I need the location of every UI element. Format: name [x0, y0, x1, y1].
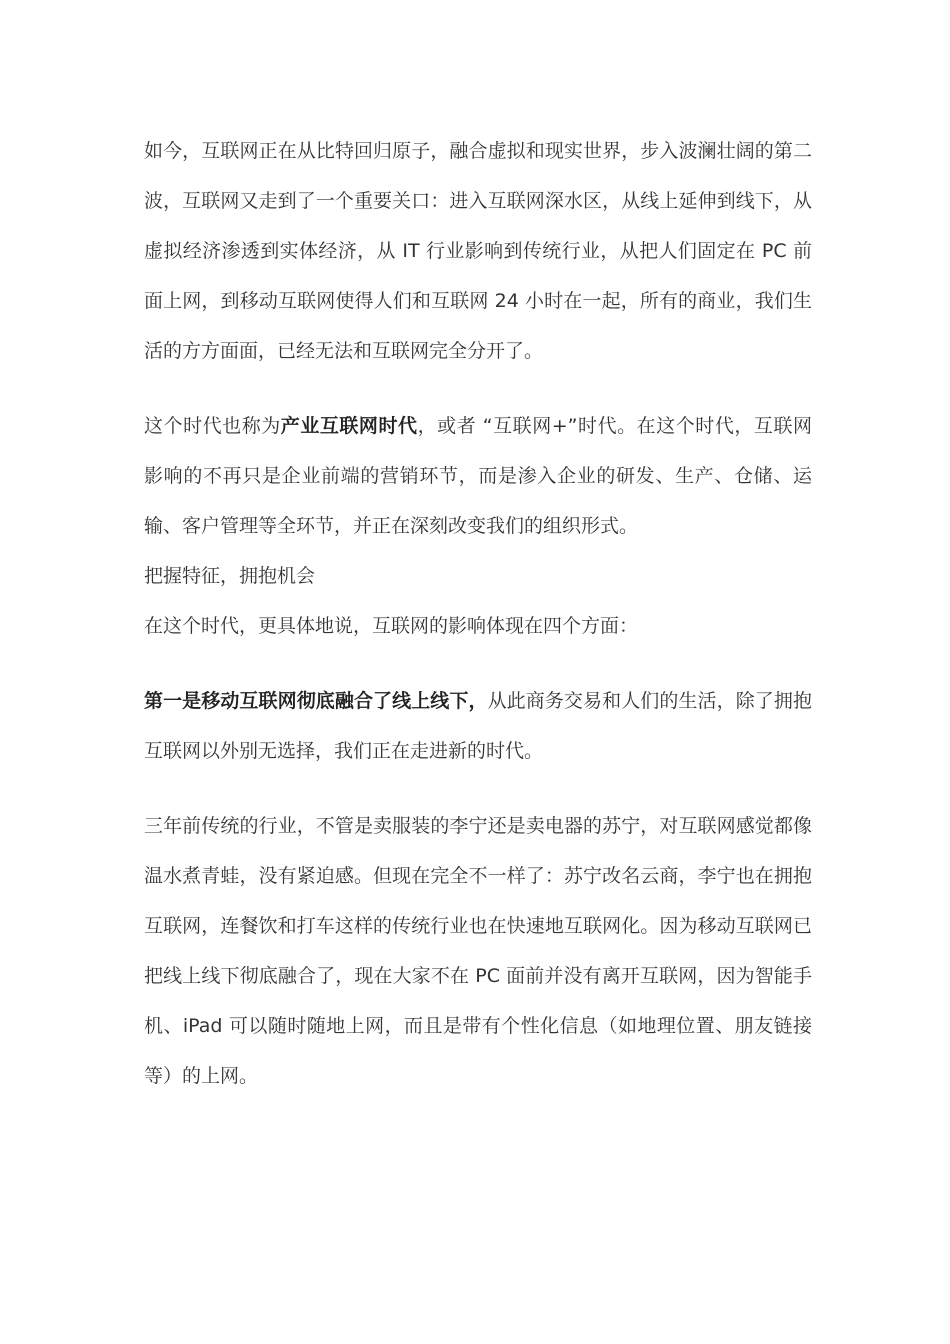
- paragraph-first-aspect: [144, 676, 812, 776]
- paragraph-text: ，或者 “互联网+”时代。在这个时代，互联网影响的不再只是企业前端的营销环节，而是渗入企业的研发、生产、仓储、运输、客户管理等全环节，并正在深刻改变我们的组织形式。: [144, 415, 812, 537]
- bold-term: 第一是移动互联网彻底融合了线上线下，: [144, 690, 488, 712]
- paragraph-industrial-internet: [144, 401, 812, 551]
- document-body: [144, 126, 812, 1101]
- paragraph-text: 从此商务交易和人们的生活，除了拥抱互联网以外别无选择，我们正在走进新的时代。: [144, 690, 812, 762]
- paragraph-traditional-industry: 三年前传统的行业，不管是卖服装的李宁还是卖电器的苏宁，对互联网感觉都像温水煮青蛙，没有紧迫感。但现在完全不一样了：苏宁改名云商，李宁也在拥抱互联网，连餐饮和打车这样的传统行业也在快速地互联网化。因为移动互联网已把线上线下彻底融合了，现在大家不在 PC 面前并没有离开互联网，因为智能手机、iPad 可以随时随地上网，而且是带有个性化信息（如地理位置、朋友链接等）的上网。: [144, 815, 812, 1087]
- section-heading: 把握特征，拥抱机会: [144, 565, 316, 587]
- paragraph-text: 这个时代也称为: [144, 415, 281, 437]
- paragraph-four-aspects: 在这个时代，更具体地说，互联网的影响体现在四个方面：: [144, 615, 639, 637]
- bold-term: 产业互联网时代: [280, 415, 418, 437]
- paragraph-intro: 如今，互联网正在从比特回归原子，融合虚拟和现实世界，步入波澜壮阔的第二波，互联网又走到了一个重要关口：进入互联网深水区，从线上延伸到线下，从虚拟经济渗透到实体经济，从 IT 行业影响到传统行业，从把人们固定在 PC 前面上网，到移动互联网使得人们和互联网 24 小时在一起，所有的商业，我们生活的方方面面，已经无法和互联网完全分开了。: [144, 140, 812, 362]
